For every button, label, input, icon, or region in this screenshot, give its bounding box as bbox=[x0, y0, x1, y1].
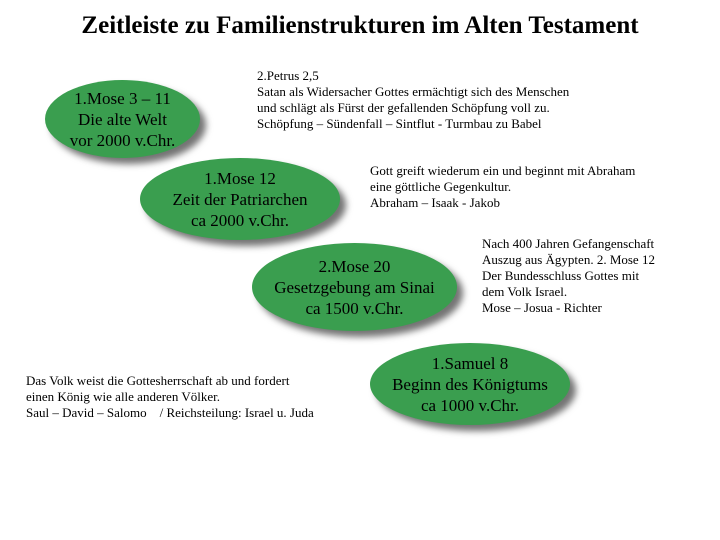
ellipse-era: Die alte Welt bbox=[78, 109, 167, 129]
ellipse-date: ca 1500 v.Chr. bbox=[305, 298, 404, 318]
page-title: Zeitleiste zu Familienstrukturen im Alten Testament bbox=[81, 12, 639, 39]
note-alte-welt bbox=[257, 68, 569, 132]
note-line: Nach 400 Jahren Gefangenschaft bbox=[482, 236, 655, 251]
ellipse-reference: 1.Samuel 8 bbox=[431, 353, 509, 373]
ellipse-date: ca 1000 v.Chr. bbox=[420, 395, 520, 415]
note-line: Saul – David – Salomo / Reichsteilung: Israel u. Juda bbox=[26, 405, 314, 420]
note-patriarchen bbox=[370, 163, 635, 211]
note-line: Mose – Josua - Richter bbox=[482, 300, 602, 315]
timeline-ellipse-patriarchen bbox=[140, 158, 340, 240]
ellipse-era: Zeit der Patriarchen bbox=[172, 189, 308, 209]
timeline-ellipse-koenigtum bbox=[370, 343, 570, 425]
ellipse-reference: 2.Mose 20 bbox=[318, 256, 391, 276]
note-line: Der Bundesschluss Gottes mit bbox=[482, 268, 640, 283]
timeline-ellipse-alte-welt bbox=[45, 80, 200, 158]
ellipse-era: Beginn des Königtums bbox=[392, 374, 548, 394]
note-sinai bbox=[482, 236, 655, 316]
note-line: dem Volk Israel. bbox=[482, 284, 568, 299]
note-reference: 2.Petrus 2,5 bbox=[257, 68, 319, 83]
note-line: Satan als Widersacher Gottes ermächtigt sich des Menschen bbox=[257, 84, 570, 99]
ellipse-reference: 1.Mose 3 – 11 bbox=[74, 88, 171, 108]
ellipse-date: vor 2000 v.Chr. bbox=[69, 130, 176, 150]
note-line: Auszug aus Ägypten. 2. Mose 12 bbox=[482, 252, 655, 267]
note-line: Abraham – Isaak - Jakob bbox=[370, 195, 500, 210]
note-line: und schlägt als Fürst der gefallenden Schöpfung voll zu. bbox=[257, 100, 550, 115]
note-line: Schöpfung – Sündenfall – Sintflut - Turmbau zu Babel bbox=[257, 116, 542, 131]
note-koenigtum bbox=[26, 373, 314, 421]
note-line: einen König wie alle anderen Völker. bbox=[26, 389, 220, 404]
ellipse-era: Gesetzgebung am Sinai bbox=[274, 277, 435, 297]
note-line: Gott greift wiederum ein und beginnt mit Abraham bbox=[370, 163, 636, 178]
ellipse-reference: 1.Mose 12 bbox=[204, 168, 276, 188]
note-line: Das Volk weist die Gottesherrschaft ab und fordert bbox=[26, 373, 290, 388]
ellipse-date: ca 2000 v.Chr. bbox=[190, 210, 290, 230]
note-line: eine göttliche Gegenkultur. bbox=[370, 179, 512, 194]
timeline-ellipse-sinai bbox=[252, 243, 457, 331]
